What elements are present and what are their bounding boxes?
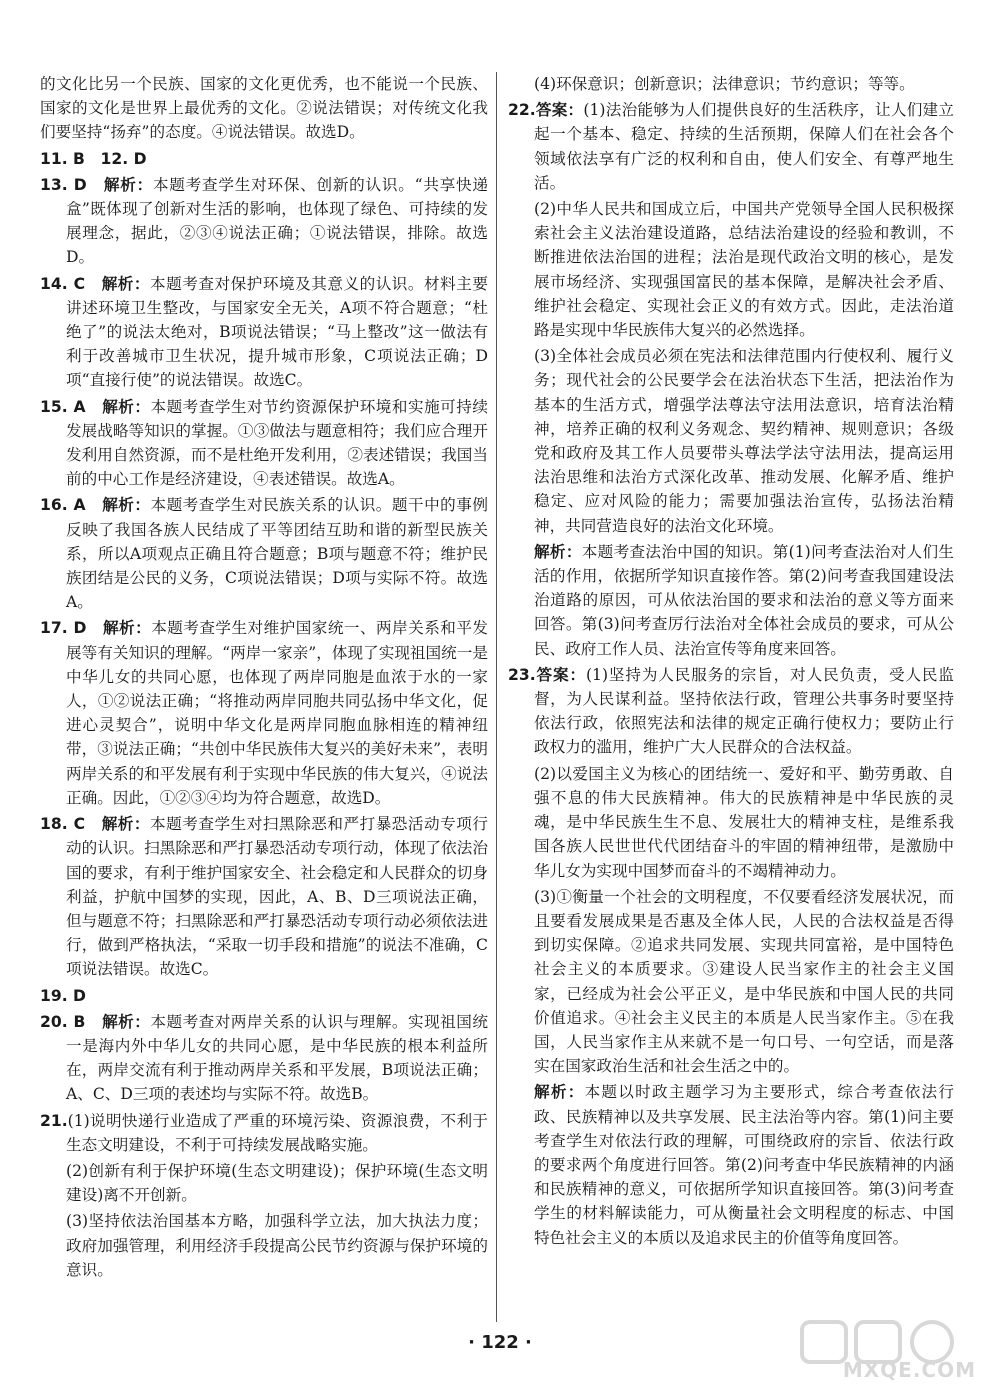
answer-21-part-2: (2)创新有利于保护环境(生态文明建设)；保护环境(生态文明建设)离不开创新。 — [66, 1161, 488, 1205]
answer-text: (1)法治能够为人们提供良好的生活秩序，让人们建立起一个基本、稳定、持续的生活预期，保障人们在社会各个领域依法享有广泛的权利和自由，使人们安全、有尊严地生活。 — [534, 101, 954, 192]
answer-number: 13. D — [40, 175, 87, 194]
answer-number: 22. — [508, 101, 536, 120]
analysis-text: 本题考查对两岸关系的认识与理解。实现祖国统一是海内外中华儿女的共同心愿，是中华民族的根本利益所在，两岸交流有利于推动两岸关系和平发展，B项说法正确；A、C、D三项的表述均与实际不符。故选B。 — [66, 1012, 488, 1104]
watermark-logo — [782, 1318, 982, 1384]
answer-label: 答案： — [535, 101, 584, 120]
analysis-label: 解析： — [102, 397, 151, 416]
answer-22-part-1 — [508, 98, 954, 195]
answer-20 — [40, 1010, 488, 1107]
answer-17 — [40, 616, 488, 810]
answer-13 — [40, 173, 488, 270]
answer-11-12 — [40, 147, 488, 171]
answer-19 — [40, 984, 488, 1008]
answer-23-part-2: (2)以爱国主义为核心的团结统一、爱好和平、勤劳勇敢、自强不息的伟大民族精神。伟大的民族精神是中华民族的灵魂，是中华民族生生不息、发展壮大的精神支柱，是维系我国各族人民世世代代团结奋斗的牢固的精神纽带，是激励中华儿女为实现中国梦而奋斗的不竭精神动力。 — [534, 764, 954, 880]
answer-21-part-1 — [40, 1109, 488, 1157]
analysis-text: 本题考查学生对民族关系的认识。题干中的事例反映了我国各族人民结成了平等团结互助和谐的新型民族关系，所以A项观点正确且符合题意；B项与题意不符；维护民族团结是公民的义务，C项说法错误；D项与实际不符。故选A。 — [66, 496, 488, 612]
answer-18 — [40, 812, 488, 981]
answer-label: 答案： — [535, 665, 586, 684]
page-number: · 122 · — [468, 1332, 532, 1353]
watermark-url: MXQE.COM — [842, 1358, 976, 1382]
analysis-text: 本题考查学生对环保、创新的认识。“共享快递盒”既体现了创新对生活的影响，也体现了绿色、可持续的发展理念，据此，②③④说法正确；①说法错误，排除。故选D。 — [66, 175, 488, 267]
answer-number: 11. B 12. D — [40, 149, 147, 168]
analysis-label: 解析： — [534, 542, 582, 561]
analysis-label: 解析： — [102, 1012, 151, 1031]
answer-number: 23. — [508, 665, 536, 684]
answer-number: 20. B — [40, 1012, 86, 1031]
analysis-label: 解析： — [101, 815, 151, 834]
answer-number: 15. A — [40, 397, 86, 416]
answer-number: 14. C — [40, 274, 86, 293]
answer-number: 21. — [40, 1111, 68, 1130]
analysis-text: 本题考查学生对节约资源保护环境和实施可持续发展战略等知识的掌握。①③做法与题意相符；我们应合理开发利用自然资源，而不是杜绝开发利用，②表述错误；我国当前的中心工作是经济建设，④表述错误。故选A。 — [66, 397, 488, 489]
analysis-text: 本题考查学生对扫黑除恶和严打暴恐活动专项行动的认识。扫黑除恶和严打暴恐活动专项行动，体现了依法治国的要求，有利于维护国家安全、社会稳定和人民群众的切身利益，护航中国梦的实现，因此，A、B、D三项说法正确，但与题意不符；扫黑除恶和严打暴恐活动专项行动必须依法进行，做到严格执法，“采取一切手段和措施”的说法不准确，C项说法错误。故选C。 — [66, 815, 488, 979]
answer-22-part-2: (2)中华人民共和国成立后，中国共产党领导全国人民积极探索社会主义法治建设道路，总结法治建设的经验和教训，不断推进依法治国的进程；法治是现代政治文明的核心，是发展市场经济、实现强国富民的基本保障，是解决社会矛盾、维护社会稳定、实现社会正义的有效方式。因此，走法治道路是实现中华民族伟大复兴的必然选择。 — [534, 200, 954, 340]
answer-16 — [40, 493, 488, 614]
analysis-text: 本题考查对保护环境及其意义的认识。材料主要讲述环境卫生整改，与国家安全无关，A项不符合题意；“杜绝了”的说法太绝对，B项说法错误；“马上整改”这一做法有利于改善城市卫生状况，提升城市形象，C项说法正确；D项“直接行使”的说法错误。故选C。 — [66, 274, 488, 390]
continued-answer-text: 的文化比另一个民族、国家的文化更优秀，也不能说一个民族、国家的文化是世界上最优秀的文化。②说法错误；对传统文化我们要坚持“扬弃”的态度。④说法错误。故选D。 — [40, 75, 488, 142]
answer-23-analysis — [508, 1080, 954, 1249]
analysis-label: 解析： — [534, 1083, 585, 1102]
analysis-label: 解析： — [101, 274, 151, 293]
answer-22-part-3: (3)全体社会成员必须在宪法和法律范围内行使权利、履行义务；现代社会的公民要学会在法治状态下生活，把法治作为基本的生活方式，增强学法尊法守法用法意识，培育法治精神，培养正确的权利义务观念、契约精神、规则意识；各级党和政府及其工作人员要带头尊法学法守法用法，提高运用法治思维和法治方式深化改革、推动发展、化解矛盾、维护稳定、应对风险的能力；需要加强法治宣传，弘扬法治精神，共同营造良好的法治文化环境。 — [534, 347, 954, 535]
answer-14 — [40, 272, 488, 393]
analysis-label: 解析： — [103, 619, 152, 638]
answer-23-part-1 — [508, 663, 954, 760]
analysis-label: 解析： — [102, 496, 151, 515]
left-column — [40, 72, 488, 1284]
analysis-label: 解析： — [103, 175, 153, 194]
analysis-text: 本题以时政主题学习为主要形式，综合考查依法行政、民族精神以及共享发展、民主法治等内容。第(1)问主要考查学生对依法行政的理解，可围绕政府的宗旨、依法行政的要求两个角度进行回答。第(2)问考查中华民族精神的内涵和民族精神的意义，可依据所学知识直接回答。第(3)问考查学生的材料解读能力，可从衡量社会文明程度的标志、中国特色社会主义的本质以及追求民主的价值等角度回答。 — [534, 1083, 954, 1247]
answer-23-part-3: (3)①衡量一个社会的文明程度，不仅要看经济发展状况，而且要看发展成果是否惠及全体人民，人民的合法权益是否得到切实保障。②追求共同发展、实现共同富裕，是中国特色社会主义的本质要求。③建设人民当家作主的社会主义国家，已经成为社会公平正义，是中华民族和中国人民的共同价值追求。④社会主义民主的本质是人民当家作主。⑤在我国，人民当家作主从来就不是一句口号、一句空话，而是落实在国家政治生活和社会生活之中的。 — [534, 887, 954, 1076]
answer-21-part-3: (3)坚持依法治国基本方略，加强科学立法，加大执法力度；政府加强管理，利用经济手段提高公民节约资源与保护环境的意识。 — [66, 1212, 488, 1279]
answer-15 — [40, 395, 488, 492]
answer-text: (1)坚持为人民服务的宗旨，对人民负责，受人民监督，为人民谋利益。坚持依法行政，管理公共事务时要坚持依法行政，依照宪法和法律的规定正确行使权力；要防止行政权力的滥用，维护广大人民群众的合法权益。 — [534, 665, 954, 757]
answer-number: 18. C — [40, 815, 86, 834]
answer-number: 17. D — [40, 619, 87, 638]
answer-number: 19. D — [40, 986, 86, 1005]
analysis-text: 本题考查法治中国的知识。第(1)问考查法治对人们生活的作用，依据所学知识直接作答。第(2)问考查我国建设法治道路的原因，可从依法治国的要求和法治的意义等方面来回答。第(3)问考查厉行法治对全体社会成员的要求，可从公民、政府工作人员、法治宣传等角度来回答。 — [534, 542, 954, 658]
answer-22-analysis — [508, 540, 954, 661]
right-column — [508, 72, 954, 1252]
column-divider — [496, 72, 497, 1322]
analysis-text: 本题考查学生对维护国家统一、两岸关系和平发展等有关知识的理解。“两岸一家亲”，体现了实现祖国统一是中华儿女的共同心愿，也体现了两岸同胞是血浓于水的一家人，①②说法正确；“将推动两岸同胞共同弘扬中华文化，促进心灵契合”，说明中华文化是两岸同胞血脉相连的精神纽带，③说法正确；“共创中华民族伟大复兴的美好未来”，表明两岸关系的和平发展有利于实现中华民族的伟大复兴，④说法正确。因此，①②③④均为符合题意，故选D。 — [66, 619, 488, 807]
answer-21-part-4: (4)环保意识；创新意识；法律意识；节约意识；等等。 — [534, 75, 915, 93]
answer-text: (1)说明快递行业造成了严重的环境污染、资源浪费，不利于生态文明建设，不利于可持续发展战略实施。 — [66, 1111, 488, 1154]
answer-number: 16. A — [40, 496, 86, 515]
